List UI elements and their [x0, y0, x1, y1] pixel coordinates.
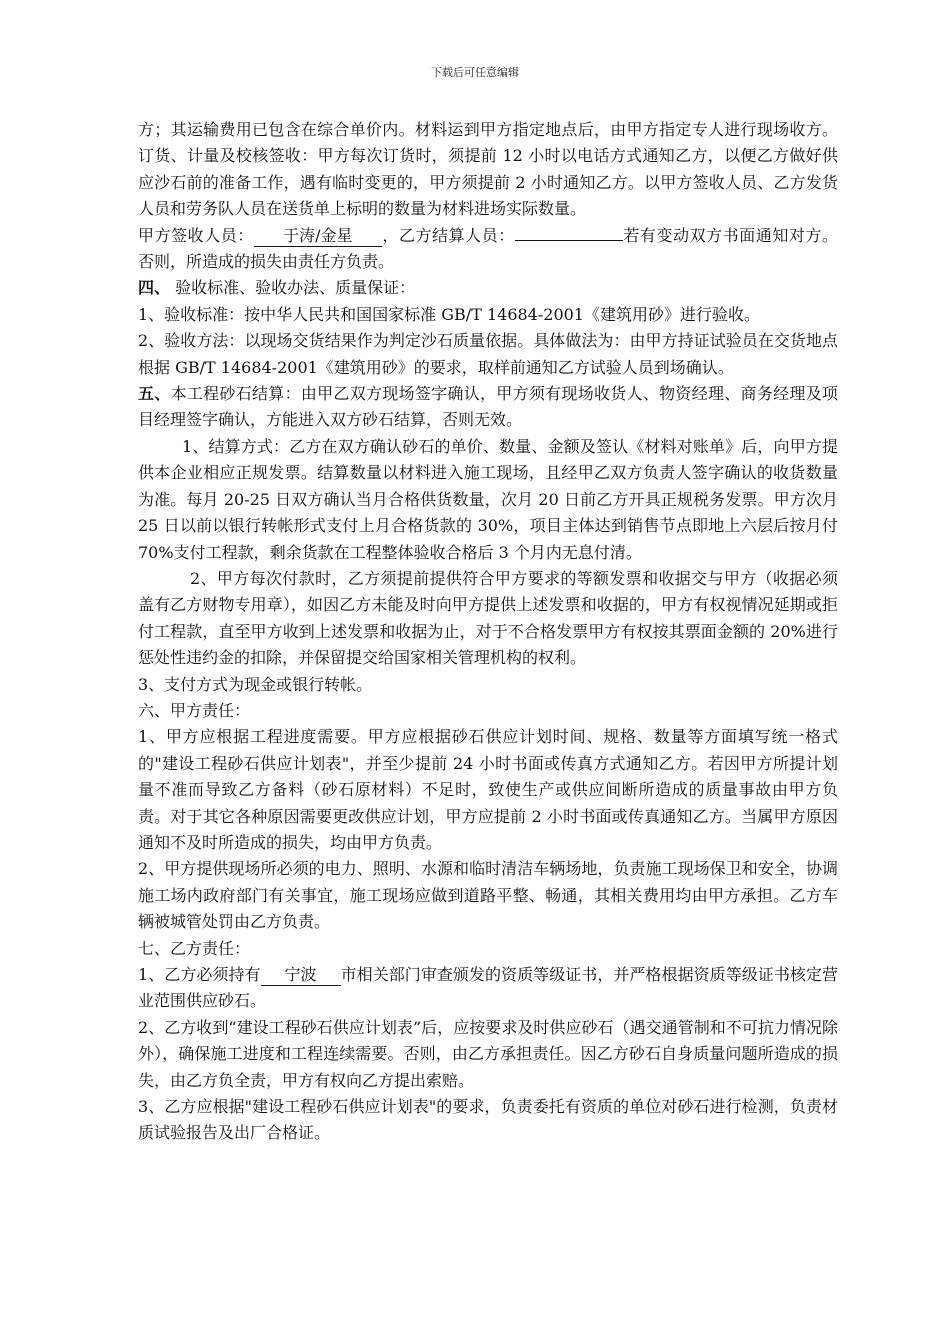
section-5-heading — [138, 381, 838, 434]
section-6-heading: 六、甲方责任： — [138, 700, 251, 720]
section-4-title: 验收标准、验收办法、质量保证： — [170, 278, 416, 298]
page-header-note: 下载后可任意编辑 — [431, 66, 519, 79]
section-5-text: 本工程砂石结算：由甲乙双方现场签字确认，甲方须有现场收货人、物资经理、商务经理及项目经理签字确认，方能进入双方砂石结算，否则无效。 — [138, 384, 838, 430]
paragraph-5-2: 2、甲方每次付款时，乙方须提前提供符合甲方要求的等额发票和收据交与甲方（收据必须盖有乙方财物专用章），如因乙方未能及时向甲方提供上述发票和收据的，甲方有权视情况延期或拒付工程款，直至甲方收到上述发票和收据为止，对于不合格发票甲方有权按其票面金额的 20%进行惩处性违约金的扣除，并保留提交给国家相关管理机构的权利。 — [138, 568, 838, 668]
city-field: 宁波 — [261, 965, 341, 986]
paragraph-6-1: 1、甲方应根据工程进度需要。甲方应根据砂石供应计划时间、规格、数量等方面填写统一格式的"建设工程砂石供应计划表"，并至少提前 24 小时书面或传真方式通知乙方。若因甲方所提计划量不准而导致乙方备料（砂石原材料）不足时，致使生产或供应间断所造成的质量事故由甲方负责。对于其它各种原因需要更改供应计划，甲方应提前 2 小时书面或传真通知乙方。当属甲方原因通知不及时所造成的损失，均由甲方负责。 — [138, 727, 838, 852]
settler-label: ，乙方结算人员： — [381, 225, 515, 245]
paragraph-7-1-post: 市相关部门审查颁发的资质等级证书，并严格根据资质等级证书核定营业范围供应砂石。 — [138, 965, 838, 1011]
section-4-heading — [138, 275, 838, 301]
paragraph-7-1-pre: 1、乙方必须持有 — [138, 965, 261, 984]
paragraph-7-1 — [138, 962, 838, 1015]
signatories-note: 若有变动双方书面通知对方。否则，所造成的损失由责任方负责。 — [138, 225, 838, 272]
section-7-heading: 七、乙方责任： — [138, 938, 251, 958]
paragraph-signatories — [138, 223, 838, 276]
party-a-signer-field: 于涛/金星 — [254, 226, 382, 247]
party-b-settler-blank — [515, 240, 623, 241]
paragraph-7-2: 2、乙方收到“建设工程砂石供应计划表”后，应按要求及时供应砂石（遇交通管制和不可抗力情况除外），确保施工进度和工程连续需要。否则，由乙方承担责任。因乙方砂石自身质量问题所造成的损失，由乙方负全责，甲方有权向乙方提出索赔。 — [138, 1017, 838, 1090]
paragraph-4-1: 1、验收标准：按中华人民共和国国家标准 GB/T 14684-2001《建筑用砂》进行验收。 — [138, 304, 760, 324]
paragraph-6-2: 2、甲方提供现场所必须的电力、照明、水源和临时清洁车辆场地，负责施工现场保卫和安全，协调施工场内政府部门有关事宜，施工现场应做到道路平整、畅通，其相关费用均由甲方承担。乙方车辆被城管处罚由乙方负责。 — [138, 859, 838, 932]
paragraph-5-3: 3、支付方式为现金或银行转帐。 — [138, 674, 373, 694]
paragraph-5-1: 1、结算方式：乙方在双方确认砂石的单价、数量、金额及签认《材料对账单》后，向甲方提供本企业相应正规发票。结算数量以材料进入施工现场，且经甲乙双方负责人签字确认的收货数量为准。每月 20-25 日双方确认当月合格供货数量，次月 20 日前乙方开具正规税务发票。甲方次月 25 日以前以银行转帐形式支付上月合格货款的 30%，项目主体达到销售节点即地上六层后按月付 70%支付工程款，剩余货款在工程整体验收合格后 3 个月内无息付清。 — [138, 436, 838, 562]
section-5-number: 五、 — [138, 384, 171, 404]
contract-body — [138, 117, 838, 1147]
paragraph-7-3: 3、乙方应根据"建设工程砂石供应计划表"的要求，负责委托有资质的单位对砂石进行检测，负责材质试验报告及出厂合格证。 — [138, 1097, 838, 1143]
paragraph-4-2: 2、验收方法：以现场交货结果作为判定沙石质量依据。具体做法为：由甲方持证试验员在交货地点根据 GB/T 14684-2001《建筑用砂》的要求，取样前通知乙方试验人员到场确认。 — [138, 331, 838, 377]
signer-label: 甲方签收人员： — [138, 225, 254, 245]
paragraph-delivery-acceptance: 方；其运输费用已包含在综合单价内。材料运到甲方指定地点后，由甲方指定专人进行现场收方。订货、计量及校核签收：甲方每次订货时，须提前 12 小时以电话方式通知乙方，以便乙方做好供应沙石前的准备工作，遇有临时变更的，甲方须提前 2 小时通知乙方。以甲方签收人员、乙方发货人员和劳务队人员在送货单上标明的数量为材料进场实际数量。 — [138, 120, 838, 219]
section-4-number: 四、 — [138, 278, 171, 298]
